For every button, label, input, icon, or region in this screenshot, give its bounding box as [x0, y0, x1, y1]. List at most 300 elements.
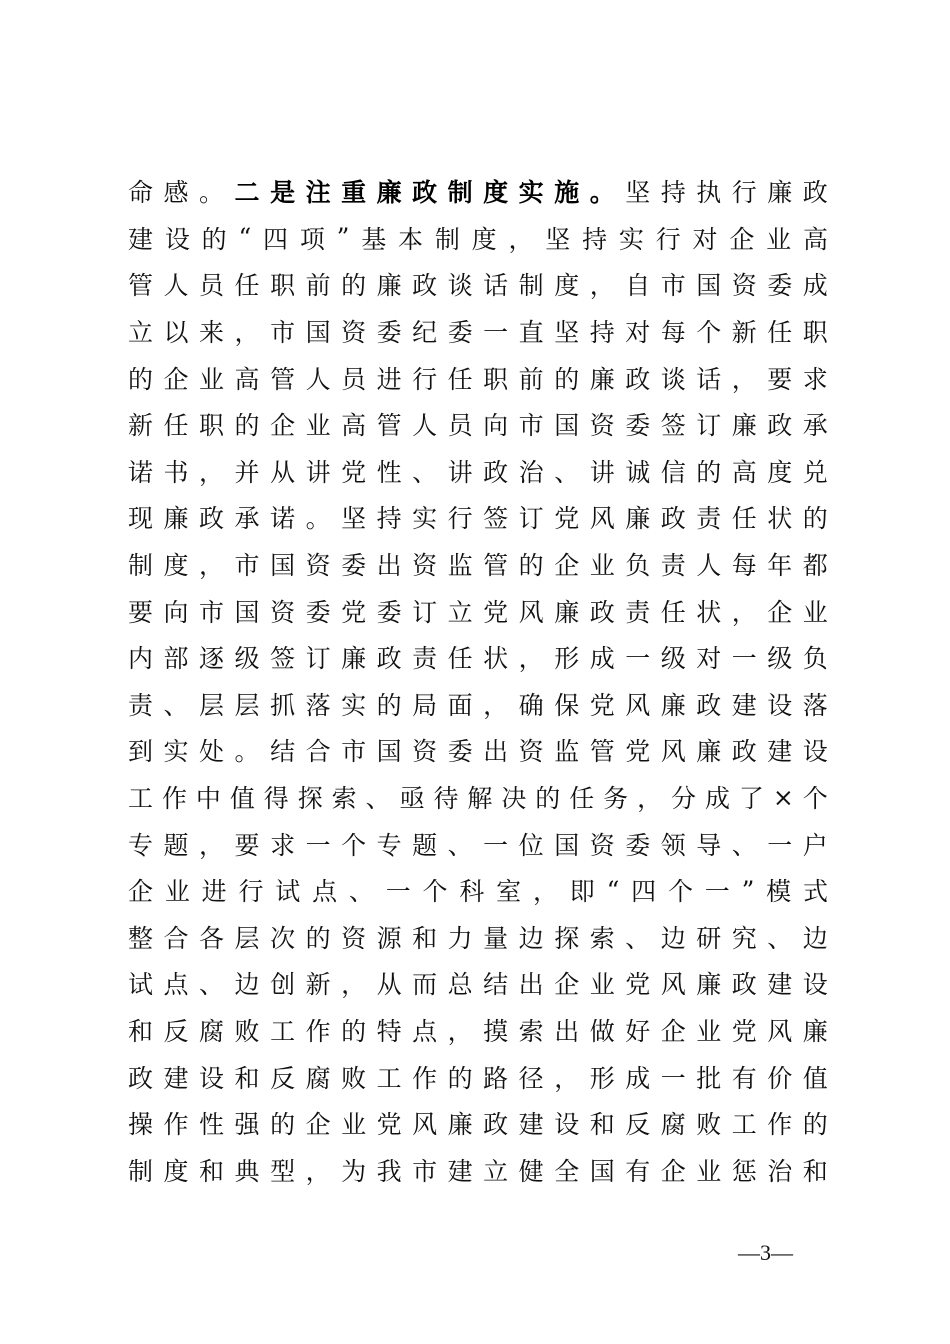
- character: 委: [625, 411, 651, 441]
- character: 谈: [660, 364, 686, 394]
- character: 企: [660, 1156, 686, 1186]
- character: ，: [483, 690, 509, 720]
- character: 向: [483, 411, 509, 441]
- character: 和: [412, 923, 438, 953]
- character: 成: [704, 784, 730, 814]
- character: 前: [518, 364, 544, 394]
- character: 制: [518, 271, 544, 301]
- character: 订: [696, 411, 722, 441]
- character: 败: [341, 1063, 367, 1093]
- character: 企: [305, 1110, 331, 1140]
- character: 感: [163, 178, 189, 208]
- character: 订: [412, 597, 438, 627]
- character: 签: [270, 644, 296, 674]
- character: 好: [625, 1016, 651, 1046]
- character: 败: [696, 1110, 722, 1140]
- character: 题: [412, 830, 438, 860]
- character: 层: [234, 690, 260, 720]
- character: 边: [518, 923, 544, 953]
- character: 党: [341, 597, 367, 627]
- character: 高: [802, 224, 828, 254]
- character: 个: [802, 784, 828, 814]
- character: 要: [767, 364, 793, 394]
- character: 点: [163, 970, 189, 1000]
- character: 索: [331, 784, 357, 814]
- character: 风: [660, 970, 686, 1000]
- character: 处: [199, 737, 225, 767]
- character: ，: [199, 457, 225, 487]
- character: 工: [128, 784, 154, 814]
- character: 落: [802, 690, 828, 720]
- character: 风: [412, 1110, 438, 1140]
- text-line: [128, 215, 828, 262]
- bold-character: 实: [518, 178, 544, 208]
- character: 求: [270, 830, 296, 860]
- character: 级: [767, 644, 793, 674]
- character: 径: [518, 1063, 544, 1093]
- character: 作: [305, 1016, 331, 1046]
- character: 究: [731, 923, 757, 953]
- character: 次: [270, 923, 296, 953]
- character: 命: [128, 178, 154, 208]
- character: 的: [802, 1110, 828, 1140]
- character: 谈: [447, 271, 473, 301]
- character: 建: [767, 970, 793, 1000]
- character: 探: [554, 923, 580, 953]
- character: 市: [412, 1156, 438, 1186]
- character: 政: [376, 644, 402, 674]
- text-line: [128, 1146, 828, 1193]
- character: 建: [447, 1156, 473, 1186]
- character: 点: [312, 877, 338, 907]
- character: 对: [692, 224, 718, 254]
- character: 室: [496, 877, 522, 907]
- character: 设: [164, 224, 190, 254]
- character: 坚: [625, 178, 651, 208]
- text-line: [128, 867, 828, 914]
- character: 政: [696, 690, 722, 720]
- character: 建: [128, 224, 154, 254]
- character: 边: [802, 923, 828, 953]
- character: 索: [518, 1016, 544, 1046]
- character: 政: [731, 737, 757, 767]
- character: ，: [731, 597, 757, 627]
- character: 和: [802, 1156, 828, 1186]
- character: 委: [625, 830, 651, 860]
- character: 企: [554, 551, 580, 581]
- character: 话: [696, 364, 722, 394]
- character: 党: [589, 690, 615, 720]
- character: 实: [341, 690, 367, 720]
- character: 一: [731, 644, 757, 674]
- character: ，: [305, 1156, 331, 1186]
- character: 企: [729, 224, 755, 254]
- character: 度: [767, 457, 793, 487]
- character: 市: [341, 737, 367, 767]
- character: 新: [128, 411, 154, 441]
- character: 源: [376, 923, 402, 953]
- character: 并: [234, 457, 260, 487]
- character: 力: [447, 923, 473, 953]
- character: 设: [767, 690, 793, 720]
- character: 摸: [483, 1016, 509, 1046]
- text-line: [128, 587, 828, 634]
- bold-character: 政: [412, 178, 438, 208]
- character: 创: [270, 970, 296, 1000]
- character: 政: [660, 504, 686, 534]
- character: 国: [696, 271, 722, 301]
- character: 作: [767, 1110, 793, 1140]
- character: 党: [731, 1016, 757, 1046]
- character: 内: [128, 644, 154, 674]
- character: 高: [234, 364, 260, 394]
- character: 政: [802, 178, 828, 208]
- character: 承: [802, 411, 828, 441]
- character: 政: [625, 364, 651, 394]
- character: 廉: [447, 1110, 473, 1140]
- character: 任: [660, 597, 686, 627]
- character: 亟: [399, 784, 425, 814]
- character: 出: [518, 970, 544, 1000]
- character: 书: [163, 457, 189, 487]
- character: 腐: [305, 1063, 331, 1093]
- character: ，: [447, 1016, 473, 1046]
- character: 业: [696, 1156, 722, 1186]
- bold-character: 。: [589, 178, 615, 208]
- character: 业: [802, 597, 828, 627]
- character: 前: [305, 271, 331, 301]
- character: 管: [483, 551, 509, 581]
- character: ，: [532, 877, 558, 907]
- character: ，: [637, 784, 663, 814]
- character: 廉: [802, 1016, 828, 1046]
- character: 总: [447, 970, 473, 1000]
- character: 合: [305, 737, 331, 767]
- character: 和: [234, 1063, 260, 1093]
- character: 签: [483, 504, 509, 534]
- character: 资: [518, 737, 544, 767]
- character: 典: [234, 1156, 260, 1186]
- character: 治: [767, 1156, 793, 1186]
- character: 诺: [270, 504, 296, 534]
- character: 的: [802, 504, 828, 534]
- character: 和: [199, 1156, 225, 1186]
- character: 年: [767, 551, 793, 581]
- character: 高: [341, 411, 367, 441]
- character: 资: [589, 411, 615, 441]
- character: 腐: [199, 1016, 225, 1046]
- character: 企: [128, 877, 154, 907]
- character: 的: [535, 784, 561, 814]
- text-line: [128, 774, 828, 821]
- character: 业: [341, 1110, 367, 1140]
- character: 对: [625, 318, 651, 348]
- character: 政: [731, 970, 757, 1000]
- character: 持: [376, 504, 402, 534]
- character: 、: [447, 830, 473, 860]
- character: 部: [163, 644, 189, 674]
- character: 边: [234, 970, 260, 1000]
- character: 监: [554, 737, 580, 767]
- character: 有: [731, 1063, 757, 1093]
- character: 的: [270, 1110, 296, 1140]
- character: 建: [518, 1110, 544, 1140]
- character: ”: [336, 223, 350, 253]
- character: 以: [163, 318, 189, 348]
- character: 业: [766, 224, 792, 254]
- character: 而: [412, 970, 438, 1000]
- character: 信: [660, 457, 686, 487]
- character: 状: [483, 644, 509, 674]
- character: 资: [270, 597, 296, 627]
- character: 话: [483, 271, 509, 301]
- character: 管: [270, 364, 296, 394]
- character: 政: [589, 597, 615, 627]
- character: 企: [554, 970, 580, 1000]
- character: 廉: [625, 504, 651, 534]
- text-line: [128, 401, 828, 448]
- character: 工: [731, 1110, 757, 1140]
- character: 。: [234, 737, 260, 767]
- character: 出: [554, 1016, 580, 1046]
- character: 为: [341, 1156, 367, 1186]
- character: 廉: [163, 504, 189, 534]
- character: 的: [554, 364, 580, 394]
- character: 行: [238, 877, 264, 907]
- character: 和: [128, 1016, 154, 1046]
- character: 委: [376, 318, 402, 348]
- character: 责: [696, 504, 722, 534]
- character: 对: [696, 644, 722, 674]
- character: 建: [731, 690, 757, 720]
- character: 位: [518, 830, 544, 860]
- character: 政: [128, 1063, 154, 1093]
- character: 导: [696, 830, 722, 860]
- character: 风: [625, 690, 651, 720]
- character: 廉: [341, 644, 367, 674]
- character: 政: [767, 411, 793, 441]
- character: 市: [270, 318, 296, 348]
- character: 业: [164, 877, 190, 907]
- character: 企: [270, 411, 296, 441]
- character: 行: [731, 178, 757, 208]
- bold-character: 度: [483, 178, 509, 208]
- character: 各: [199, 923, 225, 953]
- character: 落: [305, 690, 331, 720]
- character: 设: [802, 737, 828, 767]
- character: ，: [554, 1063, 580, 1093]
- text-line: [128, 168, 828, 215]
- text-line: [128, 1007, 828, 1054]
- character: 行: [655, 224, 681, 254]
- character: ，: [508, 224, 534, 254]
- character: 讲: [589, 457, 615, 487]
- character: 党: [554, 504, 580, 534]
- text-line: [128, 1100, 828, 1147]
- character: 一: [305, 830, 331, 860]
- character: 持: [660, 178, 686, 208]
- character: 反: [163, 1016, 189, 1046]
- character: 资: [341, 923, 367, 953]
- character: 任: [569, 784, 595, 814]
- character: 市: [660, 271, 686, 301]
- character: 专: [128, 830, 154, 860]
- character: 研: [696, 923, 722, 953]
- character: 任: [767, 318, 793, 348]
- character: 委: [447, 318, 473, 348]
- character: 度: [163, 551, 189, 581]
- character: 市: [234, 551, 260, 581]
- character: 委: [341, 551, 367, 581]
- character: 职: [199, 411, 225, 441]
- character: 市: [518, 411, 544, 441]
- character: 政: [483, 457, 509, 487]
- character: 资: [412, 551, 438, 581]
- character: 面: [447, 690, 473, 720]
- character: 一: [625, 644, 651, 674]
- character: 结: [483, 970, 509, 1000]
- character: 试: [128, 970, 154, 1000]
- character: 四: [263, 224, 289, 254]
- character: 管: [376, 411, 402, 441]
- character: 。: [305, 504, 331, 534]
- text-line: [128, 960, 828, 1007]
- character: 健: [518, 1156, 544, 1186]
- character: 新: [731, 318, 757, 348]
- character: 得: [263, 784, 289, 814]
- character: 设: [802, 970, 828, 1000]
- character: 、: [163, 690, 189, 720]
- character: 任: [163, 411, 189, 441]
- character: 领: [660, 830, 686, 860]
- character: 职: [802, 318, 828, 348]
- character: 进: [201, 877, 227, 907]
- character: 成: [589, 644, 615, 674]
- character: 人: [696, 551, 722, 581]
- character: 式: [802, 877, 828, 907]
- character: 建: [767, 737, 793, 767]
- character: 业: [589, 551, 615, 581]
- character: 局: [412, 690, 438, 720]
- character: 资: [589, 830, 615, 860]
- character: 业: [305, 411, 331, 441]
- character: 的: [341, 271, 367, 301]
- character: 廉: [731, 411, 757, 441]
- character: 业: [589, 970, 615, 1000]
- character: 型: [270, 1156, 296, 1186]
- character: 坚: [545, 224, 571, 254]
- bold-character: 廉: [376, 178, 402, 208]
- character: 实: [412, 504, 438, 534]
- character: 反: [625, 1110, 651, 1140]
- character: 解: [467, 784, 493, 814]
- character: 性: [199, 1110, 225, 1140]
- character: 一: [660, 1063, 686, 1093]
- character: 。: [199, 178, 225, 208]
- character: 状: [696, 597, 722, 627]
- character: 新: [305, 970, 331, 1000]
- character: 风: [660, 737, 686, 767]
- character: 本: [398, 224, 424, 254]
- character: 务: [603, 784, 629, 814]
- bold-character: 施: [554, 178, 580, 208]
- character: 成: [625, 1063, 651, 1093]
- character: 边: [660, 923, 686, 953]
- character: 资: [731, 271, 757, 301]
- character: 廉: [696, 970, 722, 1000]
- text-line: [128, 727, 828, 774]
- character: 、: [365, 784, 391, 814]
- character: 、: [625, 923, 651, 953]
- character: 治: [518, 457, 544, 487]
- text-line: [128, 820, 828, 867]
- character: 廉: [660, 690, 686, 720]
- character: 廉: [767, 178, 793, 208]
- character: 度: [471, 224, 497, 254]
- character: 廉: [554, 597, 580, 627]
- character: 个: [341, 830, 367, 860]
- character: 讲: [305, 457, 331, 487]
- character: ”: [741, 875, 755, 905]
- text-line: [128, 261, 828, 308]
- character: 索: [589, 923, 615, 953]
- character: 要: [128, 597, 154, 627]
- character: 纪: [412, 318, 438, 348]
- character: 一: [704, 877, 730, 907]
- character: 企: [163, 364, 189, 394]
- character: 制: [434, 224, 460, 254]
- character: 订: [305, 644, 331, 674]
- character: 风: [767, 1016, 793, 1046]
- character: 讲: [447, 457, 473, 487]
- character: 责: [412, 644, 438, 674]
- character: 立: [128, 318, 154, 348]
- character: 的: [234, 411, 260, 441]
- character: 值: [229, 784, 255, 814]
- character: 制: [128, 1156, 154, 1186]
- character: ，: [341, 970, 367, 1000]
- character: 进: [376, 364, 402, 394]
- character: 批: [696, 1063, 722, 1093]
- character: 基: [361, 224, 387, 254]
- character: 腐: [660, 1110, 686, 1140]
- character: 强: [234, 1110, 260, 1140]
- character: 立: [447, 597, 473, 627]
- character: 保: [554, 690, 580, 720]
- character: ，: [199, 830, 225, 860]
- character: 坚: [554, 318, 580, 348]
- character: 持: [582, 224, 608, 254]
- character: 量: [483, 923, 509, 953]
- character: 了: [738, 784, 764, 814]
- character: 整: [128, 923, 154, 953]
- bold-character: 制: [447, 178, 473, 208]
- character: 和: [589, 1110, 615, 1140]
- character: 操: [128, 1110, 154, 1140]
- character: 订: [518, 504, 544, 534]
- character: 试: [275, 877, 301, 907]
- character: 惩: [731, 1156, 757, 1186]
- character: 结: [270, 737, 296, 767]
- character: 级: [660, 644, 686, 674]
- character: 制: [128, 551, 154, 581]
- character: 出: [483, 737, 509, 767]
- character: 风: [518, 597, 544, 627]
- character: 国: [554, 411, 580, 441]
- bold-character: 二: [234, 178, 260, 208]
- character: 模: [766, 877, 792, 907]
- character: 专: [376, 830, 402, 860]
